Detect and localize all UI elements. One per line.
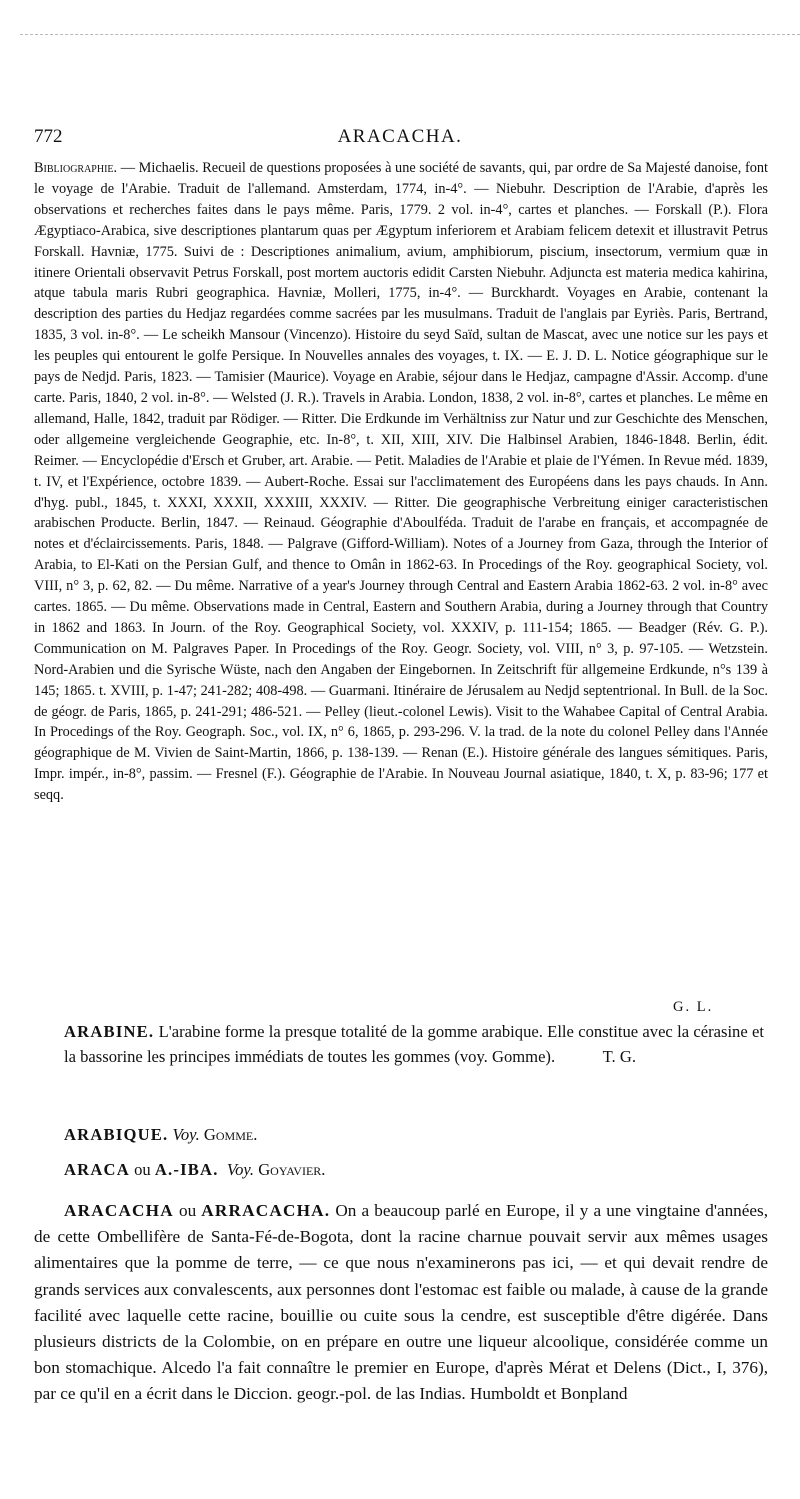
aracacha-text: On a beaucoup parlé en Europe, il y a une vingtaine d'années, de cette Ombellifère de Santa-Fé-de-Bogota, dont la racine charnue pouvait servir aux mêmes usages alimentaires que la pomme de terre, — ce que nous n'examinerons pas ici, — et qui devait rendre de grands services aux convalescents, aux personnes dont l'estomac est faible ou malade, à cause de la grande facilité avec laquelle cette racine, bouillie ou cuite sous la cendre, est susceptible d'être digérée. Dans plusieurs districts de la Colombie, on en prépare en outre une liqueur alcoolique, considérée comme un bon stomachique. Alcedo l'a fait connaître le premier en Europe, d'après Mérat et Delens (Dict., I, 376), par ce qu'il en a écrit dans le Diccion. geogr.-pol. de las Indias. Humboldt et Bonpland	[34, 1201, 769, 1404]
page-header	[34, 126, 766, 154]
voy-araca: Voy.	[226, 1160, 255, 1179]
scan-edge-rule	[20, 34, 800, 35]
headword-araca: ARACA	[64, 1160, 130, 1179]
voy-arabique: Voy.	[172, 1125, 200, 1144]
headword-arabine: ARABINE.	[64, 1022, 155, 1041]
running-title: ARACACHA.	[337, 126, 463, 147]
headword-araca-iba: A.-IBA.	[154, 1160, 219, 1179]
arabine-signature: T. G.	[602, 1047, 636, 1066]
bibliography-label: Bibliographie.	[34, 160, 118, 176]
aracacha-conj: ou	[178, 1201, 197, 1220]
headword-arabique: ARABIQUE.	[64, 1125, 169, 1144]
bibliography-signature: G. L.	[673, 999, 714, 1015]
entry-araca	[64, 1160, 325, 1180]
araca-conj: ou	[134, 1160, 151, 1179]
headword-aracacha: ARACACHA	[64, 1201, 174, 1220]
crossref-araca: Goyavier.	[258, 1160, 326, 1179]
entry-aracacha	[34, 1198, 768, 1408]
entry-arabique	[64, 1125, 257, 1145]
entry-arabine	[64, 1019, 764, 1069]
page-number: 772	[34, 126, 63, 147]
arabine-text: L'arabine forme la presque totalité de la gomme arabique. Elle constitue avec la cérasine et la bassorine les principes immédiats de toutes les gommes (voy. Gomme).	[64, 1022, 764, 1066]
bibliography-text: — Michaelis. Recueil de questions proposées à une société de savants, qui, par ordre de Sa Majesté danoise, font le voyage de l'Arabie. Traduit de l'allemand. Amsterdam, 1774, in-4°. — Niebuhr. Description de l'Arabie, d'après les observations et recherches faites dans le pays même. Paris, 1779. 2 vol. in-4°, cartes et planches. — Forskall (P.). Flora Ægyptiaco-Arabica, sive descriptiones plantarum quas per Ægyptum inferiorem et Arabiam felicem detexit et illustravit Petrus Forskall. Havniæ, 1775. Suivi de : Descriptiones animalium, avium, amphibiorum, piscium, insectorum, vermium quæ in itinere Orientali observavit Petrus Forskall, post mortem auctoris edidit Carsten Niebuhr. Adjuncta est materia medica kahirina, atque tabula maris Rubri geographica. Havniæ, Molleri, 1775, in-4°. — Burckhardt. Voyages en Arabie, contenant la description des parties du Hedjaz regardées comme sacrées par les musulmans. Traduit de l'anglais par Eyriès. Paris, Bertrand, 1835, 3 vol. in-8°. — Le scheikh Mansour (Vincenzo). Histoire du seyd Saïd, sultan de Mascat, avec une notice sur les pays et les peuples qui entourent le golfe Persique. In Nouvelles annales des voyages, t. IX. — E. J. D. L. Notice géographique sur le pays de Nedjd. Paris, 1823. — Tamisier (Maurice). Voyage en Arabie, séjour dans le Hedjaz, campagne d'Assir. Accomp. d'une carte. Paris, 1840, 2 vol. in-8°. — Welsted (J. R.). Travels in Arabia. London, 1838, 2 vol. in-8°, cartes et planches. Le même en allemand, Halle, 1842, traduit par Rödiger. — Ritter. Die Erdkunde im Verhältniss zur Natur und zur Geschichte des Menschen, oder allgemeine vergleichende Geographie, etc. In-8°, t. XII, XIII, XIV. Die Halbinsel Arabien, 1846-1848. Berlin, édit. Reimer. — Encyclopédie d'Ersch et Gruber, art. Arabie. — Petit. Maladies de l'Arabie et plaie de l'Yémen. In Revue méd. 1839, t. IV, et l'Expérience, octobre 1839. — Aubert-Roche. Essai sur l'acclimatement des Européens dans les pays chauds. In Ann. d'hyg. publ., 1845, t. XXXI, XXXII, XXXIII, XXXIV. — Ritter. Die geographische Verbreitung einiger caracteristischen arabischen Producte. Berlin, 1847. — Reinaud. Géographie d'Aboulféda. Traduit de l'arabe en français, et accompagnée de notes et d'éclaircissements. Paris, 1848. — Palgrave (Gifford-William). Notes of a Journey from Gaza, through the Interior of Arabia, to El-Kati on the Persian Gulf, and thence to Omân in 1862-63. In Procedings of the Roy. geographical Society, vol. VIII, n° 3, p. 62, 82. — Du même. Narrative of a year's Journey through Central and Eastern Arabia 1862-63. 2 vol. in-8° avec cartes. 1865. — Du même. Observations made in Central, Eastern and Southern Arabia, during a Journey through that Country in 1862 and 1863. In Journ. of the Roy. Geographical Society, vol. XXXIV, p. 111-154; 1865. — Beadger (Rév. G. P.). Communication on M. Palgraves Paper. In Procedings of the Roy. Geogr. Society, vol. VIII, n° 3, p. 97-105. — Wetzstein. Nord-Arabien und die Syrische Wüste, nach den Angaben der Eingebornen. In Zeitschrift für allgemeine Erdkunde, n°s 139 à 145; 1865. t. XVIII, p. 1-47; 241-282; 408-498. — Guarmani. Itinéraire de Jérusalem au Nedjd septentrional. In Bull. de la Soc. de géogr. de Paris, 1865, p. 241-291; 486-521. — Pelley (lieut.-colonel Lewis). Visit to the Wahabee Capital of Central Arabia. In Procedings of the Roy. Geograph. Soc., vol. IX, n° 6, 1865, p. 293-296. V. la trad. de la note du colonel Pelley dans l'Année géographique de M. Vivien de Saint-Martin, 1866, p. 138-139. — Renan (E.). Histoire générale des langues sémitiques. Paris, Impr. impér., in-8°, passim. — Fresnel (F.). Géographie de l'Arabie. In Nouveau Journal asiatique, 1840, t. X, p. 83-96; 177 et seqq.	[34, 160, 768, 804]
crossref-arabique: Gomme.	[203, 1125, 258, 1144]
bibliography-paragraph	[34, 158, 768, 806]
headword-arracacha: ARRACACHA.	[201, 1201, 331, 1220]
